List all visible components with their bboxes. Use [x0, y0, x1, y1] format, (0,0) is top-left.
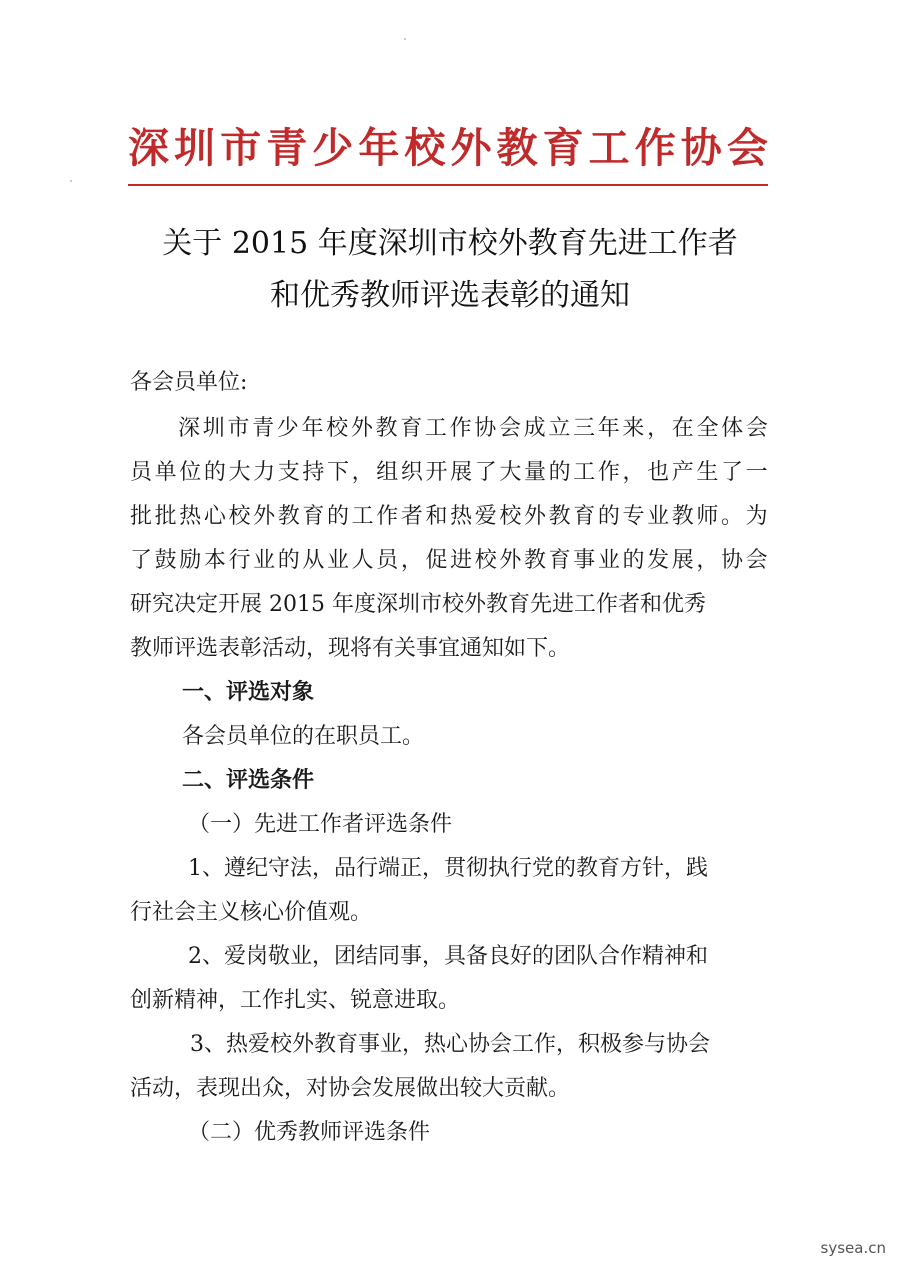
criteria-item: 3、热爱校外教育事业，热心协会工作，积极参与协会: [190, 1032, 710, 1057]
subsection-heading: （一）先进工作者评选条件: [188, 812, 453, 837]
letterhead-char: 市: [220, 124, 262, 172]
letterhead-char: 青: [266, 124, 308, 172]
criteria-item: 1、遵纪守法，品行端正，贯彻执行党的教育方针，践: [188, 856, 708, 881]
intro-line: 批 批 热 心 校 外 教 育 的 工 作 者 和 热 爱 校 外 教 育 的 专 业 教 师 。 为: [130, 504, 768, 529]
letterhead-char: 圳: [174, 124, 216, 172]
intro-line: 深 圳 市 青 少 年 校 外 教 育 工 作 协 会 成 立 三 年 来 ， 在 全 体 会: [178, 416, 768, 441]
letterhead-char: 作: [634, 124, 676, 172]
letterhead-char: 深: [128, 124, 169, 172]
letterhead-char: 校: [404, 124, 446, 172]
organization-letterhead: [128, 118, 768, 178]
criteria-item-continued: 创新精神，工作扎实、锐意进取。: [130, 988, 461, 1013]
section-heading: 一、评选对象: [182, 680, 315, 705]
watermark: sysea.cn: [820, 1239, 886, 1257]
notice-title-line-1: 关于 2015 年度深圳市校外教育先进工作者: [162, 226, 738, 261]
notice-title-line-2: 和优秀教师评选表彰的通知: [270, 278, 630, 313]
section-heading: 二、评选条件: [182, 768, 315, 793]
scan-speck: [70, 180, 72, 182]
intro-line: 员 单 位 的 大 力 支 持 下 ， 组 织 开 展 了 大 量 的 工 作 ， 也 产 生 了 一: [130, 460, 768, 485]
criteria-item: 2、爱岗敬业，团结同事，具备良好的团队合作精神和: [188, 944, 708, 969]
letterhead-char: 少: [312, 124, 354, 172]
letterhead-char: 年: [358, 124, 400, 172]
letterhead-char: 会: [726, 124, 768, 172]
intro-line: 了 鼓 励 本 行 业 的 从 业 人 员 ， 促 进 校 外 教 育 事 业 的 发 展 ， 协 会: [130, 548, 768, 573]
letterhead-divider: [128, 184, 768, 186]
section-text: 各会员单位的在职员工。: [182, 724, 425, 749]
letterhead-char: 工: [588, 124, 630, 172]
letterhead-char: 外: [450, 124, 492, 172]
intro-line: 教师评选表彰活动，现将有关事宜通知如下。: [130, 636, 571, 661]
intro-line: 研究决定开展 2015 年度深圳市校外教育先进工作者和优秀: [130, 592, 706, 617]
letterhead-char: 教: [496, 124, 538, 172]
criteria-item-continued: 行社会主义核心价值观。: [130, 900, 373, 925]
subsection-heading: （二）优秀教师评选条件: [188, 1120, 431, 1145]
salutation: 各会员单位:: [130, 370, 248, 395]
letterhead-char: 协: [680, 124, 722, 172]
criteria-item-continued: 活动，表现出众，对协会发展做出较大贡献。: [130, 1076, 571, 1101]
scan-speck: [404, 38, 406, 40]
letterhead-char: 育: [542, 124, 584, 172]
